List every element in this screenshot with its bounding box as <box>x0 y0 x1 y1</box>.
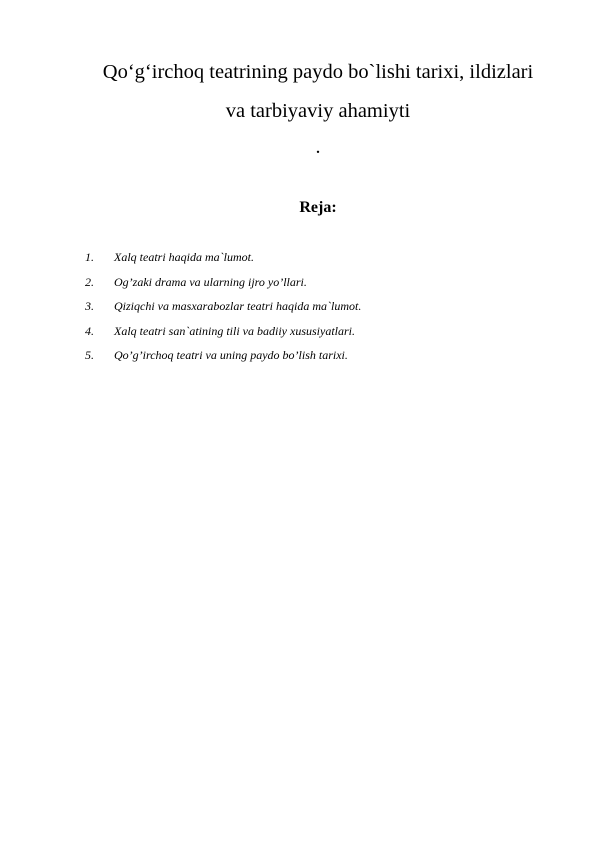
plan-item-text: Xalq teatri san`atining tili va badiiy xususiyatlari. <box>114 323 355 338</box>
plan-item <box>0 348 596 373</box>
plan-item-number: 2. <box>85 274 94 289</box>
document-title-line-2: va tarbiyaviy ahamiyti <box>225 100 411 122</box>
plan-item-number: 1. <box>85 250 94 264</box>
plan-item <box>0 324 596 349</box>
plan-item <box>0 250 596 275</box>
plan-item-number: 5. <box>85 348 94 362</box>
plan-item-number: 4. <box>85 323 94 338</box>
plan-item <box>0 275 596 300</box>
title-dot: . <box>315 136 321 158</box>
plan-list <box>0 250 596 373</box>
plan-item <box>0 299 596 324</box>
plan-item-text: Og’zaki drama va ularning ijro yo’llari. <box>114 274 307 289</box>
plan-item-text: Qiziqchi va masxarabozlar teatri haqida ma`lumot. <box>114 299 362 313</box>
document-title-line-1: Qo‘g‘irchoq teatrining paydo bo`lishi tarixi, ildizlari <box>102 61 534 83</box>
plan-heading: Reja: <box>299 199 337 216</box>
plan-item-text: Qo’g’irchoq teatri va uning paydo bo’lish tarixi. <box>114 348 348 362</box>
plan-item-text: Xalq teatri haqida ma`lumot. <box>114 250 254 264</box>
plan-item-number: 3. <box>85 299 94 313</box>
